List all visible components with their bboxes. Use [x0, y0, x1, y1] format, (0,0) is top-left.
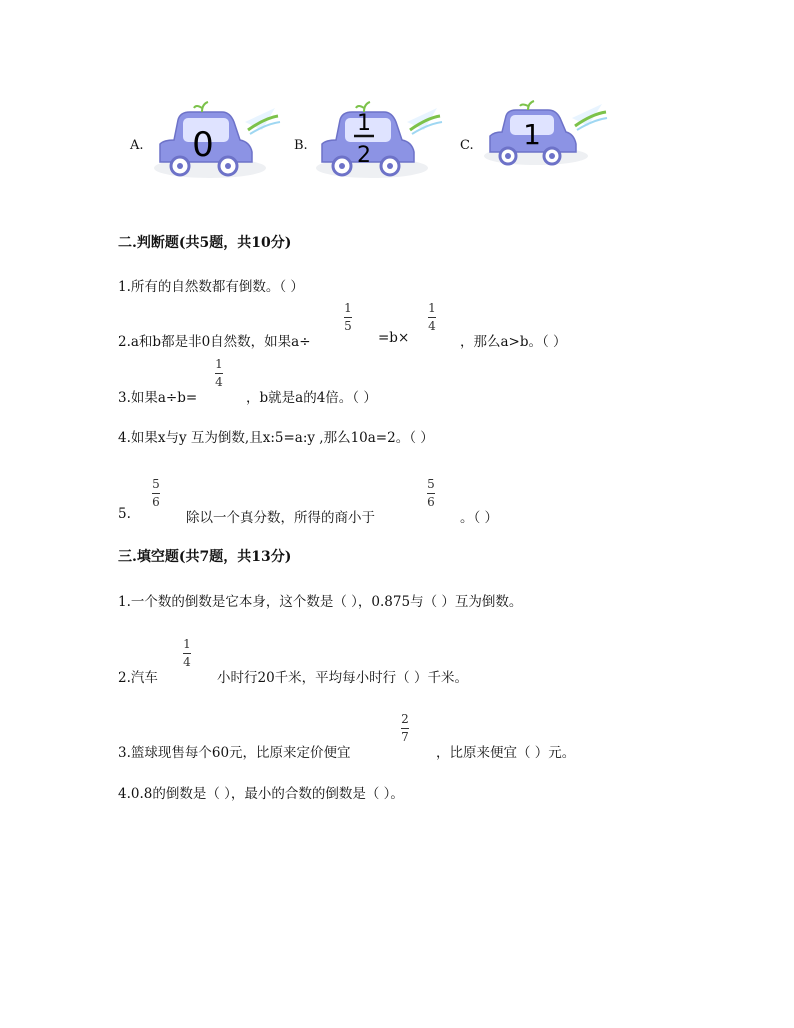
- option-c-letter: C.: [460, 138, 474, 153]
- option-a-number: 0: [192, 125, 214, 165]
- fraction: [401, 713, 409, 744]
- car-icon: [312, 100, 452, 190]
- option-b-denominator: 2: [357, 143, 371, 168]
- judge-q2-part1: 2.a和b都是非0自然数，如果a÷: [118, 334, 311, 350]
- fill-q3-part2: ，比原来便宜（ ）元。: [436, 745, 576, 761]
- option-b-numerator: 1: [357, 111, 371, 136]
- fill-q3-part1: 3.篮球现售每个60元，比原来定价便宜: [118, 745, 351, 761]
- judge-q5-part3: 。（ ）: [460, 510, 499, 526]
- judge-q3-part2: ，b就是a的4倍。（ ）: [246, 390, 377, 406]
- fill-q1: 1.一个数的倒数是它本身，这个数是（ ），0.875与（ ）互为倒数。: [118, 594, 523, 610]
- numerator: 5: [427, 477, 435, 491]
- fill-q2-part1: 2.汽车: [118, 670, 158, 686]
- fraction: [344, 302, 352, 333]
- car-icon: [480, 100, 620, 190]
- denominator: 6: [152, 495, 160, 509]
- fraction: [183, 638, 191, 669]
- denominator: 4: [183, 655, 191, 669]
- denominator: 4: [428, 319, 436, 333]
- option-c-number: 1: [523, 118, 541, 151]
- option-a-letter: A.: [130, 138, 144, 153]
- denominator: 5: [344, 319, 352, 333]
- numerator: 1: [183, 637, 191, 651]
- fraction: [215, 358, 223, 389]
- fraction: [427, 478, 435, 509]
- numerator: 1: [428, 301, 436, 315]
- fraction: [428, 302, 436, 333]
- judge-q1: 1.所有的自然数都有倒数。（ ）: [118, 279, 304, 295]
- judge-q2-part3: ，那么a>b。（ ）: [460, 334, 567, 350]
- numerator: 5: [152, 477, 160, 491]
- numerator: 1: [215, 357, 223, 371]
- numerator: 1: [344, 301, 352, 315]
- denominator: 7: [401, 730, 409, 744]
- judge-q4: 4.如果x与y 互为倒数,且x:5=a:y ,那么10a=2。（ ）: [118, 430, 434, 446]
- fill-q4: 4.0.8的倒数是（ ），最小的合数的倒数是（ ）。: [118, 786, 404, 802]
- denominator: 6: [427, 495, 435, 509]
- car-icon: [150, 100, 290, 190]
- judge-q2-part2: =b×: [378, 330, 410, 346]
- section3-heading: 三.填空题(共7题，共13分): [118, 549, 292, 565]
- numerator: 2: [401, 712, 409, 726]
- option-b-letter: B.: [294, 138, 308, 153]
- denominator: 4: [215, 375, 223, 389]
- judge-q5-part1: 5.: [118, 506, 131, 522]
- section2-heading: 二.判断题(共5题，共10分): [118, 235, 292, 251]
- judge-q5-part2: 除以一个真分数，所得的商小于: [186, 510, 375, 526]
- fraction: [152, 478, 160, 509]
- judge-q3-part1: 3.如果a÷b=: [118, 390, 198, 406]
- fill-q2-part2: 小时行20千米，平均每小时行（ ）千米。: [217, 670, 468, 686]
